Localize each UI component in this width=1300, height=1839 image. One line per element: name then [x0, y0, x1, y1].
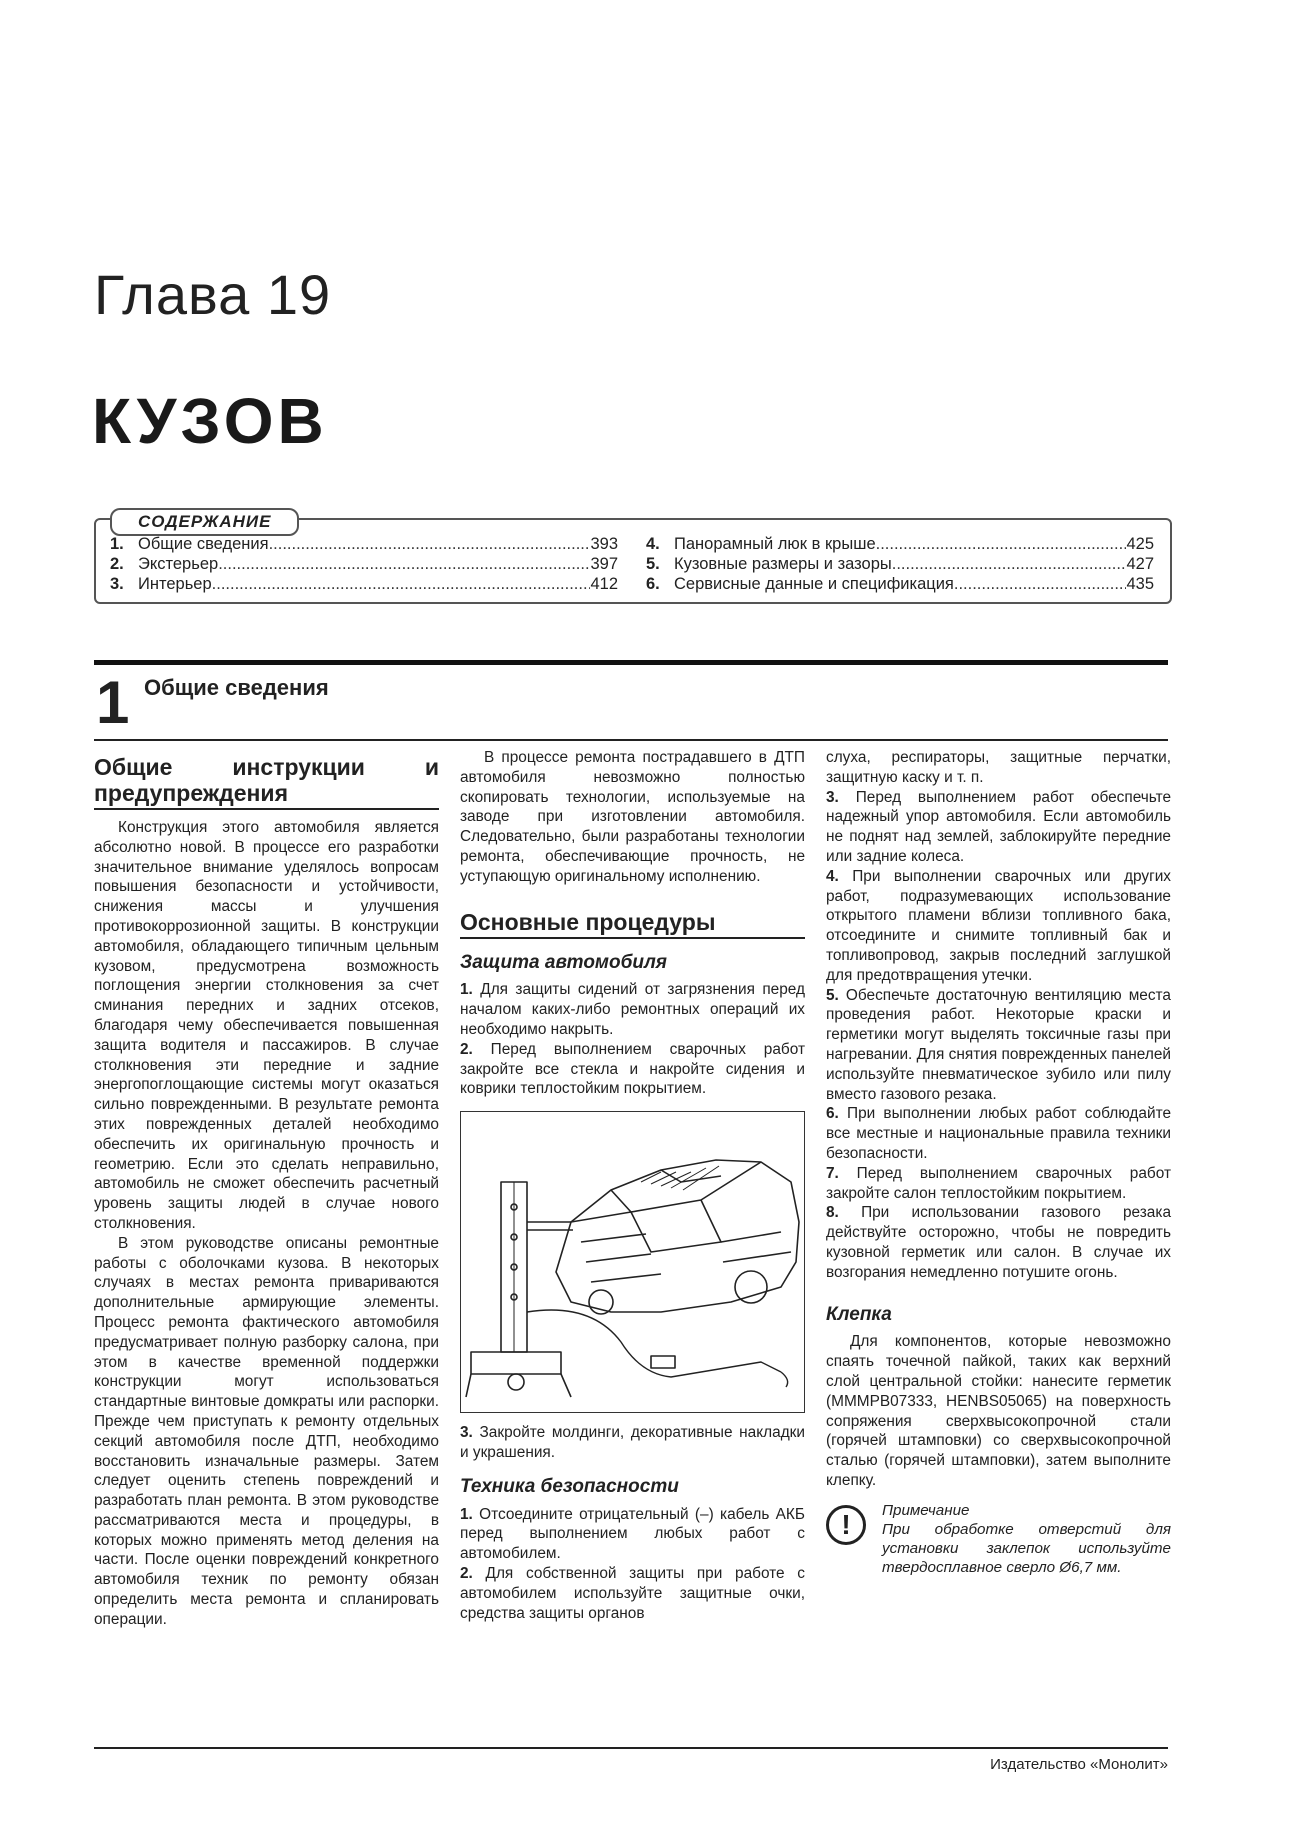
text-column-1: [94, 748, 439, 1630]
list-item-text: Обеспечьте достаточную вентиляцию места проведения работ. Некоторые краски и герметики могут выделять токсичные газы при нагревании. Для снятия поврежденных панелей используйте пневматическое зубило или пилу вместо газового резака.: [826, 986, 1171, 1103]
list-item: [826, 788, 1171, 867]
paragraph: В этом руководстве описаны ремонтные работы с оболочками кузова. В некоторых случаях в местах ремонта привариваются дополнительные армирующие элементы. Процесс ремонта фактического автомобиля предусматривает полную разборку салона, при этом в качестве временной поддержки конструкции могут использоваться стандартные винтовые домкраты или распорки. Прежде чем приступать к ремонту отдельных секций автомобиля после ДТП, необходимо восстановить изначальные размеры. Затем следует оценить степень повреждений и разработать план ремонта. В этом руководстве рассматриваются места и процедуры, в которых можно применять метод деления на части. После оценки повреждений конкретного автомобиля техник по ремонту обязан определить места ремонта и спланировать операции.: [94, 1234, 439, 1628]
list-item-text: Перед выполнением работ обеспечьте надежный упор автомобиля. Если автомобиль не поднят над землей, заблокируйте передние или задние колеса.: [826, 788, 1172, 865]
toc-item-page: 412: [590, 575, 618, 593]
list-item-number: 2.: [460, 1564, 473, 1582]
list-item: [826, 1203, 1171, 1282]
list-item-text: Отсоедините отрицательный (–) кабель АКБ перед выполнением любых работ с автомобилем.: [460, 1505, 805, 1563]
footer-rule: [94, 1747, 1168, 1749]
list-item: [826, 1164, 1171, 1204]
list-item: [460, 1564, 805, 1623]
note-text: При обработке отверстий для установки заклепок используйте твердосплавное сверло Ø6,7 мм.: [882, 1520, 1171, 1576]
section-rule: [94, 660, 1168, 665]
toc-item[interactable]: [646, 534, 1154, 554]
car-on-frame-rack-drawing: [461, 1112, 804, 1412]
toc-leader-dots: [212, 574, 591, 594]
toc-item-text: Экстерьер: [138, 555, 219, 573]
toc-leader-dots: [218, 554, 590, 574]
list-item-text: Перед выполнением сварочных работ закройте салон теплостойким покрытием.: [826, 1164, 1171, 1202]
toc-label: СОДЕРЖАНИЕ: [110, 508, 299, 536]
toc-item[interactable]: [646, 574, 1154, 594]
list-item: [826, 867, 1171, 986]
subheading-safety: Техника безопасности: [460, 1475, 679, 1497]
toc-item-text: Сервисные данные и спецификация: [674, 575, 954, 593]
section-rule-thin: [94, 739, 1168, 741]
list-item-number: 6.: [826, 1105, 839, 1123]
toc-item-number: 2.: [110, 555, 124, 573]
list-item: [826, 1104, 1171, 1163]
toc-item-page: 425: [1126, 535, 1154, 553]
table-of-contents: [94, 512, 1172, 604]
list-item-number: 8.: [826, 1204, 839, 1222]
toc-column-left: [110, 534, 618, 594]
list-item-number: 1.: [460, 1505, 473, 1523]
list-item-number: 2.: [460, 1040, 473, 1058]
text-column-3: [826, 748, 1171, 1577]
list-item-text: При выполнении сварочных или других работ, подразумевающих использование открытого пламени вблизи топливного бака, отсоедините и снимите топливный бак и топливопровод, закрыв последний заглушкой для предотвращения утечки.: [826, 867, 1171, 984]
list-item-number: 3.: [826, 788, 839, 806]
toc-item-page: 397: [590, 555, 618, 573]
list-item-text: Закройте молдинги, декоративные накладки и украшения.: [460, 1424, 806, 1461]
list-item-number: 5.: [826, 986, 839, 1004]
list-item-number: 1.: [460, 981, 473, 999]
list-item-text: При использовании газового резака действуйте осторожно, чтобы не повредить кузовной герметик или салон. В случае их возгорания немедленно потушите огонь.: [826, 1204, 1171, 1281]
toc-leader-dots: [269, 534, 591, 554]
toc-item-page: 435: [1126, 575, 1154, 593]
toc-item-number: 3.: [110, 575, 124, 593]
list-item-number: 3.: [460, 1424, 473, 1442]
toc-item-number: 4.: [646, 535, 660, 553]
toc-item[interactable]: [110, 574, 618, 594]
toc-leader-dots: [876, 534, 1127, 554]
paragraph: слуха, респираторы, защитные перчатки, защитную каску и т. п.: [826, 749, 1171, 786]
text-column-2: [460, 748, 805, 1623]
publisher-footer: Издательство «Монолит»: [990, 1756, 1168, 1773]
subheading-vehicle-protection: Защита автомобиля: [460, 951, 667, 973]
chapter-title: КУЗОВ: [92, 385, 328, 457]
toc-item-text: Панорамный люк в крыше: [674, 535, 876, 553]
heading-basic-procedures: Основные процедуры: [460, 909, 805, 939]
toc-item-page: 427: [1126, 555, 1154, 573]
paragraph: Конструкция этого автомобиля является абсолютно новой. В процессе его разработки значительное внимание уделялось вопросам повышения безопасности и устойчивости, снижения массы и улучшения противокоррозионной защиты. В конструкции автомобиля, обладающего типичным цельным кузовом, предусмотрена возможность поглощения энергии столкновения за счет сминания передних и задних отсеков, благодаря чему обеспечивается повышенная защита водителя и пассажиров. В случае столкновения эти передние и задние энергопоглощающие системы могут оказаться сильно поврежденными. В результате ремонта этих поврежденных деталей необходимо обеспечить их оригинальную прочность и геометрию. Если это сделать неправильно, автомобиль не сможет обеспечить расчетный уровень защиты людей в случае нового столкновения.: [94, 819, 439, 1232]
toc-leader-dots: [892, 554, 1127, 574]
toc-item-text: Кузовные размеры и зазоры: [674, 555, 892, 573]
toc-item-page: 393: [590, 535, 618, 553]
list-item-number: 7.: [826, 1164, 839, 1182]
subheading-riveting: Клепка: [826, 1303, 892, 1325]
list-item-text: Для защиты сидений от загрязнения перед началом каких-либо ремонтных операций их необходимо накрыть.: [460, 981, 805, 1038]
toc-item-text: Общие сведения: [138, 535, 269, 553]
list-item-number: 4.: [826, 867, 839, 885]
section-title: Общие сведения: [144, 675, 329, 700]
list-item-text: При выполнении любых работ соблюдайте все местные и национальные правила техники безопасности.: [826, 1105, 1171, 1162]
note-label: Примечание: [882, 1501, 970, 1519]
list-item-text: Для собственной защиты при работе с автомобилем используйте защитные очки, средства защиты органов: [460, 1564, 805, 1622]
toc-leader-dots: [954, 574, 1127, 594]
exclamation-icon: !: [826, 1505, 866, 1545]
list-item: [460, 1505, 805, 1564]
heading-general-instructions: Общие инструкции и предупреждения: [94, 754, 439, 810]
section-number: 1: [96, 669, 130, 736]
toc-item-text: Интерьер: [138, 575, 212, 593]
list-item: [460, 1040, 805, 1099]
toc-item-number: 5.: [646, 555, 660, 573]
car-frame-illustration: [460, 1111, 805, 1413]
chapter-number: Глава 19: [94, 263, 332, 326]
toc-item-number: 6.: [646, 575, 660, 593]
toc-column-right: [646, 534, 1154, 594]
toc-item[interactable]: [110, 534, 618, 554]
list-item: [460, 980, 805, 1039]
toc-item[interactable]: [110, 554, 618, 574]
list-item-text: Перед выполнением сварочных работ закройте все стекла и накройте сидения и коврики теплостойким покрытием.: [460, 1040, 805, 1098]
paragraph: Для компонентов, которые невозможно спаять точечной пайкой, таких как верхний слой центральной стойки: нанесите герметик (MMMPB07333, HENBS05065) на поверхность сопряжения сверхвысокопрочной стали (горячей штамповки) со сверхвысокопрочной сталью (горячей штамповки), затем выполните клепку.: [826, 1333, 1171, 1489]
toc-item[interactable]: [646, 554, 1154, 574]
paragraph: В процессе ремонта пострадавшего в ДТП автомобиля невозможно полностью скопировать технологии, используемые на заводе при изготовлении автомобиля. Следовательно, были разработаны технологии ремонта, обеспечивающие прочность, не уступающую оригинальному исполнению.: [460, 749, 805, 885]
list-item: [460, 1423, 805, 1463]
note-box: [826, 1501, 1171, 1577]
toc-item-number: 1.: [110, 535, 124, 553]
list-item: [826, 986, 1171, 1105]
